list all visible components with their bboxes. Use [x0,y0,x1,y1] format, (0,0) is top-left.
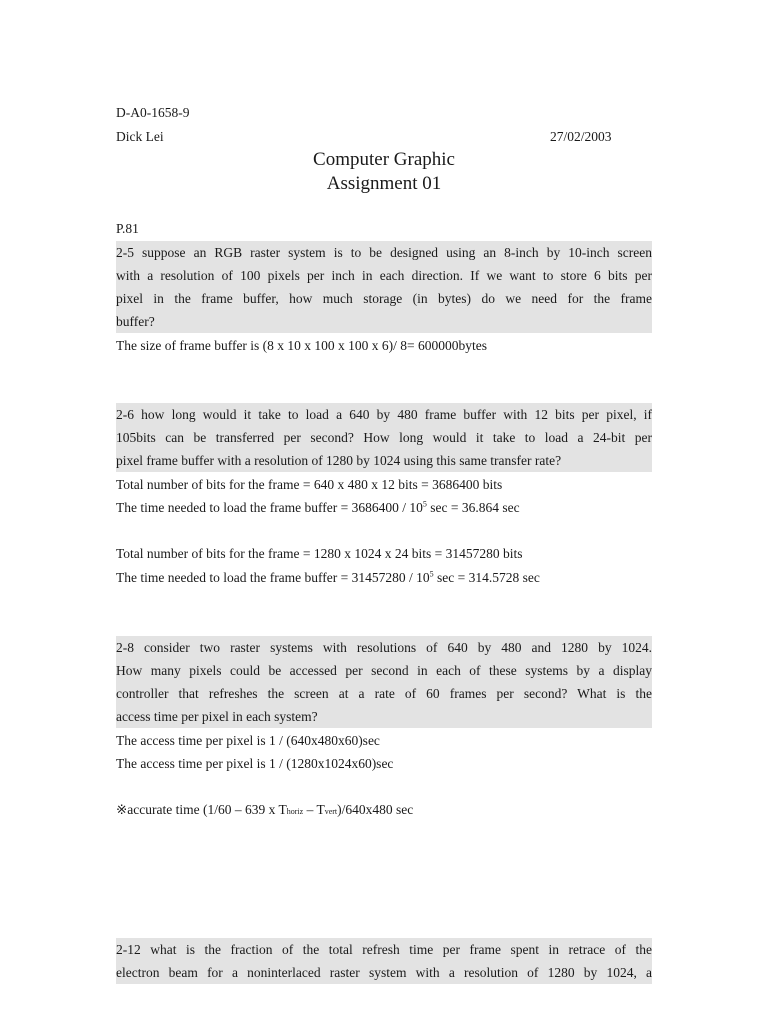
answer-2-6-total-bits: Total number of bits for the frame = 640 x 480 x 12 bits = 3686400 bits [116,477,503,492]
note-text-mid: – T [303,802,325,817]
note-text-end: )/640x480 sec [337,802,414,817]
answer-2-6-load-time-2 [116,566,652,589]
question-2-5-line: buffer? [116,310,652,333]
answer-2-5: The size of frame buffer is (8 x 10 x 100 x 100 x 6)/ 8= 600000bytes [116,338,488,353]
answer-2-8-access-time-1: The access time per pixel is 1 / (640x480x60)sec [116,733,380,748]
question-2-12-line: electron beam for a noninterlaced raster system with a resolution of 1280 by 1024, a [116,961,652,984]
question-2-6-line: 105bits can be transferred per second? How long would it take to load a 24-bit per [116,426,652,449]
question-2-12-line: 2-12 what is the fraction of the total refresh time per frame spent in retrace of the [116,938,652,961]
document-subtitle: Assignment 01 [326,173,442,194]
answer-2-6-load-time-2-text: The time needed to load the frame buffer = 31457280 / 10 [116,570,430,585]
question-2-5-line: 2-5 suppose an RGB raster system is to be designed using an 8-inch by 10-inch screen [116,241,652,264]
question-2-8-line: controller that refreshes the screen at a rate of 60 frames per second? What is the [116,682,652,705]
page-reference: P.81 [116,221,139,236]
question-2-6-line: pixel frame buffer with a resolution of 1280 by 1024 using this same transfer rate? [116,449,652,472]
exponent: 5 [422,499,427,509]
exponent: 5 [429,569,434,579]
question-2-5-line: with a resolution of 100 pixels per inch in each direction. If we want to store 6 bits per [116,264,652,287]
question-2-8-line: 2-8 consider two raster systems with resolutions of 640 by 480 and 1280 by 1024. [116,636,652,659]
answer-2-6-load-time-text: The time needed to load the frame buffer = 3686400 / 10 [116,500,423,515]
answer-2-8-access-time-2: The access time per pixel is 1 / (1280x1024x60)sec [116,756,394,771]
answer-2-6-load-time-result: sec = 36.864 sec [426,500,520,515]
document-title: Computer Graphic [313,149,455,170]
document-id: D-A0-1658-9 [116,105,190,120]
answer-2-6-load-time [116,496,652,519]
question-2-5-line: pixel in the frame buffer, how much storage (in bytes) do we need for the frame [116,287,652,310]
note-text: ※accurate time (1/60 – 639 x T [116,802,287,817]
answer-2-6-total-bits-2: Total number of bits for the frame = 1280 x 1024 x 24 bits = 31457280 bits [116,546,523,561]
note-subscript-vert: vert [324,807,338,816]
question-2-6-line: 2-6 how long would it take to load a 640 by 480 frame buffer with 12 bits per pixel, if [116,403,652,426]
document-date: 27/02/2003 [550,129,612,144]
author-name: Dick Lei [116,129,164,144]
note-subscript-horiz: horiz [286,807,304,816]
answer-2-8-accurate-time-note [116,798,652,821]
question-2-8-line: How many pixels could be accessed per second in each of these systems by a display [116,659,652,682]
question-2-8-line: access time per pixel in each system? [116,705,652,728]
answer-2-6-load-time-2-result: sec = 314.5728 sec [433,570,540,585]
